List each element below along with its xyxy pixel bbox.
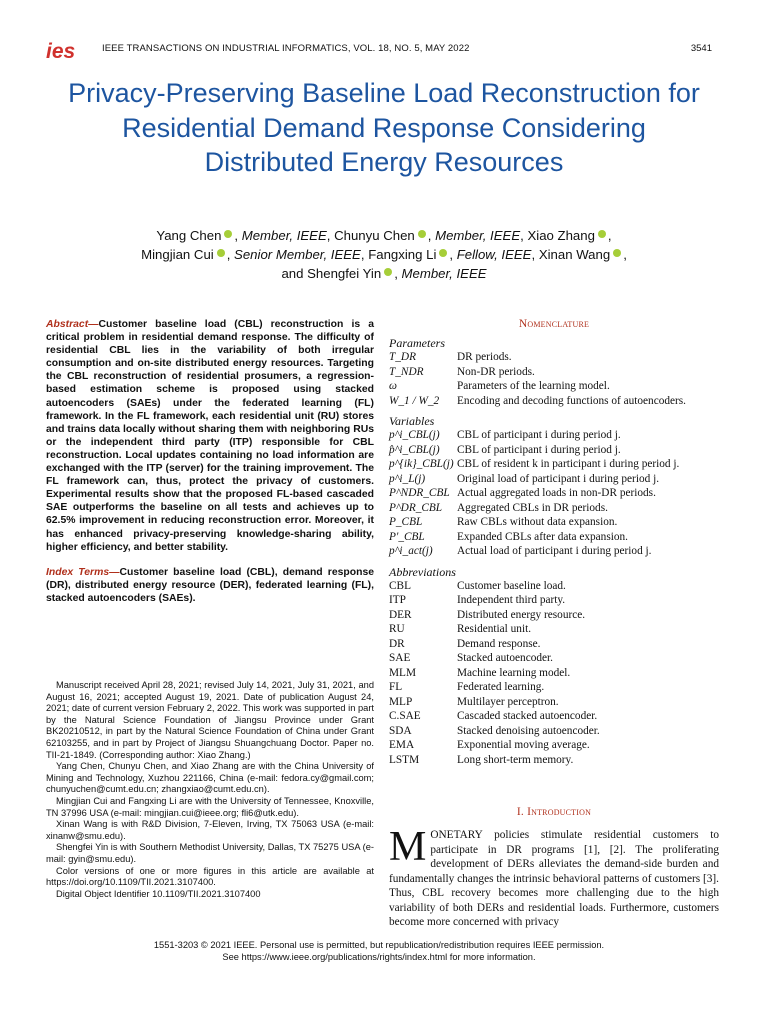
author-separator: , [531, 247, 536, 262]
orcid-icon[interactable] [418, 230, 426, 238]
nomenclature-definition: CBL of participant i during period j. [457, 443, 621, 456]
orcid-icon[interactable] [598, 230, 606, 238]
nomenclature-definition: DR periods. [457, 351, 512, 363]
introduction-text: ONETARY policies stimulate residential customers to participate in DR programs [1], [2]. The proliferating development of DERs alleviates the demand-side burden and fundamentally changes the intrinsic behavioral patterns of customers [3]. Thus, CBL recovery becomes more challenging due to the high variability of both DERs and residential loads. Furthermore, customers become more concerned with privacy [389, 829, 719, 928]
nomenclature-row [389, 350, 719, 365]
author-list: Yang Chen , Member, IEEE, Chunyu Chen , Member, IEEE, Xiao Zhang , Mingjian Cui , Senior Member, IEEE, Fangxing Li , Fellow, IEEE, Xinan Wang , and Shengfei Yin , Member, IEEE [141, 228, 627, 281]
nomenclature-row [389, 738, 719, 753]
drop-cap: M [389, 824, 427, 870]
nomenclature-symbol: P^DR_CBL [389, 501, 443, 514]
nomenclature-row [389, 530, 719, 545]
footnote-paragraph: Shengfei Yin is with Southern Methodist University, Dallas, TX 75275 USA (e-mail: gyin@smu.edu). [46, 842, 374, 864]
nomenclature-definition: Exponential moving average. [457, 739, 590, 751]
page-number: 3541 [690, 43, 712, 54]
nomenclature-row [389, 501, 719, 516]
index-terms-text: Customer baseline load (CBL), demand response (DR), distributed energy resource (DER), federated learning (FL), stacked autoencoders (SAEs). [46, 566, 375, 604]
nomenclature-symbol: T_DR [389, 351, 416, 363]
author-name: Chunyu Chen [334, 228, 415, 243]
nomenclature-symbol: SAE [389, 652, 411, 664]
author-membership: Fellow, IEEE [456, 247, 532, 262]
nomenclature-row [389, 379, 719, 394]
nomenclature-symbol: P_CBL [389, 516, 423, 528]
nomenclature-definition: Aggregated CBLs in DR periods. [457, 501, 608, 514]
nomenclature-symbol: p^i_act(j) [389, 545, 433, 557]
author-name: Shengfei Yin [307, 266, 382, 281]
copyright-line-2: See https://www.ieee.org/publications/rights/index.html for more information. [222, 952, 536, 962]
nomenclature-symbol: ITP [389, 594, 406, 606]
journal-name: IEEE TRANSACTIONS ON INDUSTRIAL INFORMATICS, VOL. 18, NO. 5, MAY 2022 [102, 43, 470, 54]
nomenclature-definition: Distributed energy resource. [457, 608, 586, 621]
nomenclature-symbol: p^i_L(j) [389, 472, 426, 485]
nomenclature-row [389, 428, 719, 443]
nomenclature-symbol: p^{ik}_CBL(j) [389, 458, 454, 470]
nomenclature-symbol: p̂^i_CBL(j) [389, 443, 440, 456]
nomenclature-definition: Expanded CBLs after data expansion. [457, 530, 628, 543]
nomenclature-row [389, 365, 719, 380]
orcid-icon[interactable] [384, 268, 392, 276]
footnote-paragraph: Color versions of one or more figures in this article are available at https://doi.org/10.1109/TII.2021.3107400. [46, 865, 374, 888]
nomenclature-definition: Non-DR periods. [457, 365, 535, 378]
abstract-lead: Abstract— [46, 319, 99, 330]
left-column [46, 318, 374, 605]
nomenclature-symbol: FL [389, 681, 403, 693]
nomenclature-definition: Actual load of participant i during period j. [457, 545, 652, 557]
ies-logo [46, 40, 86, 62]
nomenclature-symbol: DER [389, 608, 412, 621]
author-separator: , [623, 247, 627, 262]
author-membership: Member, IEEE [241, 228, 327, 243]
footnote-paragraph: Xinan Wang is with R&D Division, 7-Eleven, Irving, TX 75063 USA (e-mail: xinanw@smu.edu). [46, 819, 374, 841]
orcid-icon[interactable] [439, 249, 447, 257]
author-name: Xinan Wang [538, 247, 611, 262]
nomenclature-definition: Machine learning model. [457, 666, 571, 679]
nomenclature-symbol: LSTM [389, 753, 420, 766]
author-membership: Member, IEEE [401, 266, 487, 281]
paper-title: Privacy-Preserving Baseline Load Reconstruction for Residential Demand Response Considering Distributed Energy Resources [68, 78, 700, 177]
nomenclature-definition: Original load of participant i during period j. [457, 472, 660, 485]
nomenclature-definition: Stacked autoencoder. [457, 652, 553, 664]
copyright-notice [46, 939, 712, 963]
nomenclature-definition: Raw CBLs without data expansion. [457, 516, 618, 528]
nomenclature-row [389, 724, 719, 739]
nomenclature-definition: Cascaded stacked autoencoder. [457, 710, 598, 722]
nomenclature-sections [389, 336, 719, 767]
nomenclature-symbol: p^i_CBL(j) [389, 429, 440, 441]
nomenclature [389, 318, 719, 767]
nomenclature-row [389, 443, 719, 458]
author-separator: , [520, 228, 524, 243]
nomenclature-row [389, 472, 719, 487]
nomenclature-symbol: P'_CBL [389, 530, 425, 543]
index-terms [46, 566, 374, 605]
nomenclature-symbol: T_NDR [389, 365, 424, 378]
author-membership: Member, IEEE [435, 228, 521, 243]
nomenclature-symbol: ω [389, 380, 397, 392]
nomenclature-row [389, 753, 719, 768]
introduction-section [389, 806, 719, 930]
nomenclature-symbol: SDA [389, 724, 412, 737]
nomenclature-definition: Stacked denoising autoencoder. [457, 724, 600, 737]
orcid-icon[interactable] [224, 230, 232, 238]
author-membership: Senior Member, IEEE [234, 247, 361, 262]
nomenclature-symbol: CBL [389, 579, 411, 592]
author-name: Fangxing Li [368, 247, 437, 262]
footnote-paragraph: Digital Object Identifier 10.1109/TII.2021.3107400 [56, 888, 261, 899]
author-separator: , [360, 247, 365, 262]
nomenclature-symbol: DR [389, 637, 405, 650]
nomenclature-definition: Federated learning. [457, 681, 545, 693]
author-separator: , [326, 228, 331, 243]
nomenclature-row [389, 593, 719, 608]
footnote-paragraph: Yang Chen, Chunyu Chen, and Xiao Zhang are with the China University of Mining and Technology, Xuzhou 221166, China (e-mail: fedora.cy@gmail.com; chunyuchen@cumt.edu.cn; zhangxiao@cumt.edu.cn). [46, 761, 374, 795]
nomenclature-symbol: EMA [389, 739, 415, 751]
author-name: Xiao Zhang [527, 228, 595, 243]
nomenclature-row [389, 680, 719, 695]
nomenclature-definition: Actual aggregated loads in non-DR periods. [457, 487, 656, 499]
nomenclature-row [389, 709, 719, 724]
orcid-icon[interactable] [613, 249, 621, 257]
nomenclature-symbol: W_1 / W_2 [389, 394, 440, 407]
introduction-body [389, 824, 719, 930]
nomenclature-row [389, 622, 719, 637]
nomenclature-row [389, 608, 719, 623]
nomenclature-definition: Customer baseline load. [457, 579, 566, 592]
nomenclature-subheading: Abbreviations [389, 564, 456, 579]
running-header [46, 40, 712, 62]
footnote-paragraph: Mingjian Cui and Fangxing Li are with the University of Tennessee, Knoxville, TN 37996 USA (e-mail: mingjian.cui@ieee.org; fli6@utk.edu). [46, 795, 374, 818]
nomenclature-definition: Long short-term memory. [457, 753, 574, 766]
introduction-heading: I. Introduction [516, 806, 592, 818]
nomenclature-row [389, 651, 719, 666]
nomenclature-row [389, 515, 719, 530]
orcid-icon[interactable] [217, 249, 225, 257]
nomenclature-definition: Encoding and decoding functions of autoencoders. [457, 394, 687, 407]
nomenclature-definition: Independent third party. [457, 594, 566, 606]
nomenclature-definition: CBL of resident k in participant i during period j. [457, 458, 680, 470]
nomenclature-subheading: Variables [389, 414, 435, 428]
nomenclature-symbol: P^NDR_CBL [389, 487, 450, 499]
nomenclature-row [389, 394, 719, 409]
copyright-line-1: 1551-3203 © 2021 IEEE. Personal use is permitted, but republication/redistribution requires IEEE permission. [153, 940, 605, 950]
author-name: Mingjian Cui [141, 247, 214, 262]
nomenclature-symbol: C.SAE [389, 710, 421, 722]
nomenclature-definition: Residential unit. [457, 623, 532, 635]
nomenclature-heading: Nomenclature [518, 318, 590, 330]
nomenclature-row [389, 486, 719, 501]
nomenclature-definition: CBL of participant i during period j. [457, 429, 621, 441]
nomenclature-row [389, 637, 719, 652]
nomenclature-row [389, 695, 719, 710]
nomenclature-row [389, 457, 719, 472]
abstract [46, 318, 374, 554]
nomenclature-definition: Demand response. [457, 637, 541, 650]
abstract-text: Customer baseline load (CBL) reconstruction is a critical problem in residential demand response. The difficulty of residential CBL lies in the variability of both irregular consumption and on-site distributed energy resources. Targeting the CBL reconstruction of residential prosumers, a regression-based estimation scheme is proposed using stacked autoencoders (SAEs) under the federated learning (FL) framework. In the FL framework, each residential unit (RU) stores and trains data locally without sharing them with neighboring RUs or the independent third party (ITP) responsible for CBL reconstruction. Local updates containing no load information are exchanged with the ITP (server) for the training improvement. The FL framework can, thus, protect the privacy of customers. Experimental results show that the proposed FL-based cascaded SAE outperforms the baseline on all tests and achieves up to 62.5% improvement in reducing reconstruction error. Moreover, it has enhanced privacy-preserving knowledge-sharing ability, higher efficiency, and better stability. [46, 319, 374, 553]
nomenclature-definition: Parameters of the learning model. [457, 380, 610, 392]
nomenclature-symbol: MLP [389, 695, 413, 708]
nomenclature-row [389, 666, 719, 681]
index-terms-lead: Index Terms— [46, 566, 120, 578]
nomenclature-definition: Multilayer perceptron. [457, 695, 559, 708]
author-conjunction: and [281, 266, 304, 281]
author-separator: , [607, 228, 612, 243]
footnote [46, 680, 374, 900]
nomenclature-row [389, 579, 719, 594]
author-name: Yang Chen [156, 228, 222, 243]
nomenclature-subheading: Parameters [389, 336, 445, 350]
logo-text: ies [46, 40, 76, 62]
nomenclature-symbol: MLM [389, 666, 416, 679]
nomenclature-row [389, 544, 719, 559]
nomenclature-symbol: RU [389, 623, 405, 635]
footnote-paragraph: Manuscript received April 28, 2021; revised July 14, 2021, July 31, 2021, and August 16, 2021; accepted August 19, 2021. Date of publication August 24, 2021; date of current version February 2, 2022. This work was supported in part by the Natural Science Foundation of Jiangsu Province under Grant BK20210512, in part by the Natural Science Foundation of China under Grant 62103255, and in part by Project of Jiangsu Shuangchuang Doctor. Paper no. TII-21-1849. (Corresponding author: Xiao Zhang.) [46, 680, 374, 760]
